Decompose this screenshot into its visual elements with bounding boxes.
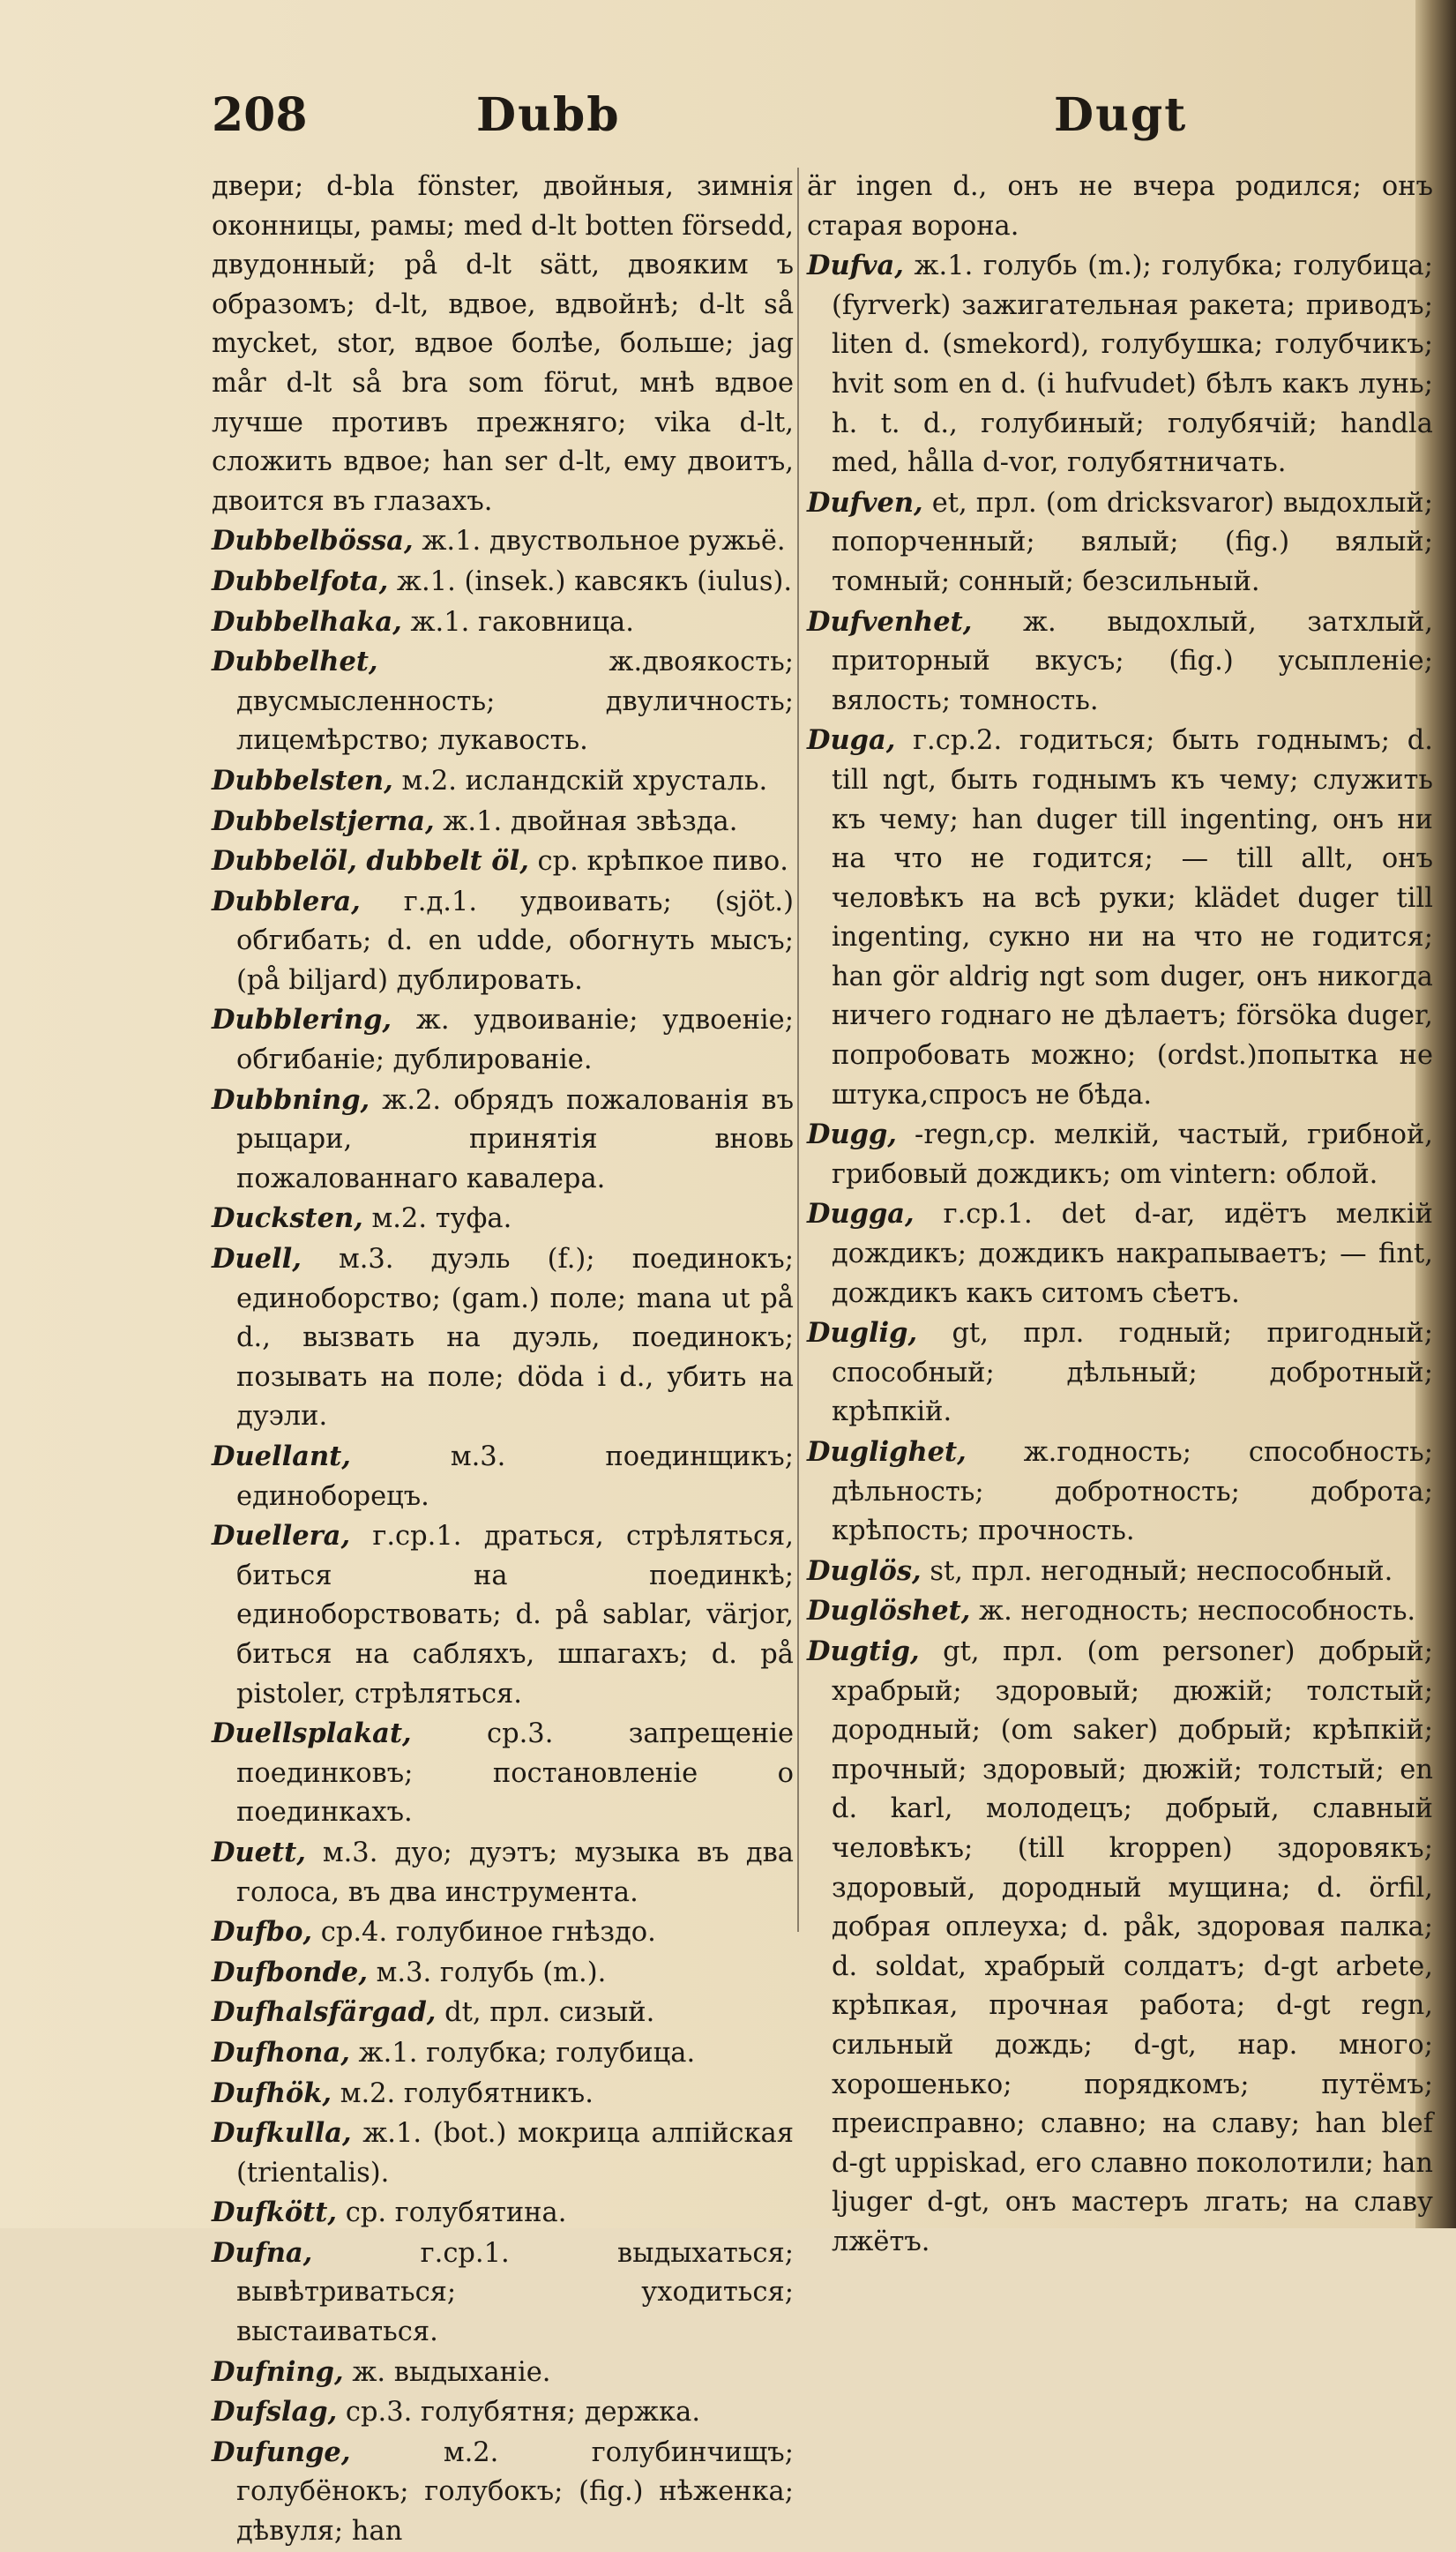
dictionary-entry [212,168,794,521]
dictionary-entry [212,521,794,562]
dictionary-entry [212,2033,794,2074]
entry-headword: Duellsplakat, [212,1718,412,1750]
right-column [807,168,1433,2262]
entry-definition: г.ср.2. годиться; быть годнымъ; d. till ngt, быть годнымъ къ чему; служить къ чему; han duger till ingenting, онъ ни на что не годится; — till allt, онъ человѣкъ на всѣ руки; klädet duger till ingenting, сукно ни на что не годится; han gör aldrig ngt som duger, онъ никогда ничего годнаго не дѣлаетъ; försöka duger, попробовать можно; (ordst.)попытка не штука,спросъ не бѣда. [832,725,1433,1111]
entry-definition: м.3. голубь (m.). [376,1957,607,1988]
entry-headword: Dubblering, [212,1004,392,1037]
entry-headword: Dugga, [807,1198,915,1231]
entry-headword: Dufhalsfärgad, [212,1996,437,2029]
entry-headword: Dufslag, [212,2396,338,2429]
dictionary-entry [212,1516,794,1714]
dictionary-entry [807,1433,1433,1552]
entry-definition: м.3. поединщикъ; единоборецъ. [236,1441,794,1512]
entry-headword: Dubbelsten, [212,764,393,797]
entry-definition: ж.1. гаковница. [410,606,634,638]
entry-definition: ср. крѣпкое пиво. [537,846,788,878]
entry-headword: Dufkulla, [212,2117,352,2150]
entry-headword: Duglighet, [807,1436,967,1468]
dictionary-entry [212,1912,794,1953]
dictionary-entry [212,2114,794,2193]
dictionary-entry [212,562,794,602]
entry-definition: ж.2. обрядъ пожалованія въ рыцари, принятія вновь пожалованнаго кавалера. [236,1084,794,1194]
dictionary-entry [212,2353,794,2393]
dictionary-entry [212,1081,794,1200]
dictionary-entry [807,483,1433,602]
entry-headword: Dubblera, [212,885,361,917]
entry-definition: gt, прл. годный; пригодный; способный; дѣльный; добротный; крѣпкій. [832,1318,1433,1428]
entry-definition: ж.1. двуствольное ружьё. [422,526,786,558]
entry-headword: Dubbelfota, [212,565,389,597]
entry-definition: г.д.1. удвоивать; (sjöt.) обгибать; d. en udde, обогнуть мысъ; (på biljard) дублировать. [236,886,795,996]
dictionary-entry [212,761,794,802]
entry-definition: ср.4. голубиное гнѣздо. [320,1917,656,1949]
entry-definition: ж.1. (insek.) кавсякъ (iulus). [396,565,793,597]
entry-definition: ж.годность; способность; дѣльность; добротность; доброта; крѣпость; прочность. [832,1437,1433,1547]
entry-headword: Dugtig, [807,1635,920,1667]
entry-definition: двери; d-bla fönster, двойныя, зимнія оконницы, рамы; med d-lt botten försedd, двудонный; på d-lt sätt, двояким ъ образомъ; d-lt, вдвое, вдвойнѣ; d-lt så mycket, stor, вдвое болѣе, больше; jag mår d-lt så bra som förut, мнѣ вдвое лучше противъ прежняго; vika d-lt, сложить вдвое; han ser d-lt, ему двоитъ, двоится въ глазахъ. [212,171,794,517]
entry-headword: Dufvenhet, [807,605,973,638]
entry-definition: är ingen d., онъ не вчера родился; онъ старая ворона. [807,171,1433,242]
entry-definition: ж.1. голубь (m.); голубка; голубица; (fyrverk) зажигательная ракета; приводъ; liten d. (smekord), голубушка; голубчикъ; hvit som en d. (i hufvudet) бѣлъ какъ лунь; h. t. d., голубиный; голубячій; handla med, hålla d-vor, голубятничать. [832,251,1433,479]
entry-headword: Dufhök, [212,2077,332,2109]
entry-definition: ж.1. двойная звѣзда. [443,805,738,837]
entry-headword: Dufna, [212,2236,313,2269]
dictionary-entry [212,1000,794,1080]
entry-headword: Dubbelhaka, [212,605,402,638]
dictionary-entry [807,1552,1433,1592]
entry-definition: ж. негодность; неспособность. [979,1596,1416,1628]
dictionary-entry [212,2433,794,2552]
dictionary-entry [212,1714,794,1833]
dictionary-entry [807,246,1433,483]
dictionary-entry [212,1993,794,2033]
entry-definition: dt, прл. сизый. [444,1997,655,2029]
entry-definition: ж.1. голубка; голубица. [358,2037,696,2069]
entry-headword: Dubbelstjerna, [212,805,435,837]
entry-definition: м.3. дуэль (f.); поединокъ; единоборство; (gam.) поле; mana ut på d., вызвать на дуэль, поединокъ; позывать на поле; döda i d., убить на дуэли. [236,1244,794,1433]
entry-definition: ж.двоякость; двусмысленность; двуличность; лицемѣрство; лукавость. [236,647,794,757]
entry-headword: Duell, [212,1243,302,1276]
entry-headword: Dufva, [807,250,904,282]
entry-definition: et, прл. (om dricksvaror) выдохлый; попорченный; вялый; (fig.) вялый; томный; сонный; безсильный. [832,487,1434,597]
entry-definition: -regn,ср. мелкій, частый, грибной, грибовый дождикъ; om vintern: облой. [832,1119,1433,1190]
entry-headword: Dubbning, [212,1083,370,1116]
entry-headword: Dubbelbössa, [212,525,414,558]
entry-definition: gt, прл. (om personer) добрый; храбрый; здоровый; дюжій; толстый; дородный; (om saker) добрый; крѣпкій; прочный; здоровый; дюжій; толстый; en d. karl, молодецъ; добрый, славный человѣкъ; (till kroppen) здоровякъ; здоровый, дородный мущина; d. örfil, добрая оплеуха; d. påk, здоровая палка; d. soldat, храбрый солдатъ; d-gt arbete, крѣпкая, прочная работа; d-gt regn, сильный дождь; d-gt, нар. много; хорошенько; порядкомъ; путёмъ; преисправно; славно; на славу; han blef d-gt uppiskad, его славно поколотили; han ljuger d-gt, онъ мастеръ лгать; на славу лжётъ. [832,1635,1433,2257]
entry-headword: Duett, [212,1836,306,1868]
entry-definition: м.3. дуо; дуэтъ; музыка въ два голоса, въ два инструмента. [236,1837,794,1908]
dictionary-entry [807,602,1433,722]
entry-definition: г.ср.1. выдыхаться; вывѣтриваться; уходиться; выстаиваться. [236,2237,794,2348]
entry-headword: Duglöshet, [807,1595,971,1628]
right-running-headword: Dugt [1054,88,1188,142]
entry-headword: Duga, [807,724,896,757]
dictionary-entry [807,1632,1433,2263]
entry-headword: Ducksten, [212,1202,363,1235]
entry-headword: Duellant, [212,1441,351,1472]
entry-definition: ср. голубятина. [345,2197,567,2229]
dictionary-entry [807,1313,1433,1433]
dictionary-entry [807,1115,1433,1194]
entry-definition: г.ср.1. драться, стрѣляться, биться на поединкѣ; единоборствовать; d. på sablar, värjor, биться на сабляхъ, шпагахъ; d. på pistoler, стрѣляться. [236,1521,794,1710]
entry-definition: st, прл. негодный; неспособный. [930,1555,1393,1587]
entry-definition: ж. удвоиваніе; удвоеніе; обгибаніе; дублированіе. [236,1005,794,1076]
entry-definition: ср.3. запрещеніе поединковъ; постановленіе о поединкахъ. [236,1718,794,1829]
dictionary-entry [212,602,794,643]
entry-headword: Dufunge, [212,2436,351,2468]
dictionary-entry [807,1591,1433,1632]
entry-headword: Duglös, [807,1554,922,1587]
entry-headword: Dubbelöl, dubbelt öl, [212,845,529,878]
column-divider [797,168,799,1932]
entry-definition: г.ср.1. det d-ar, идётъ мелкій дождикъ; дождикъ накрапываетъ; — fint, дождикъ какъ ситомъ сѣетъ. [832,1199,1433,1309]
dictionary-entry [212,2392,794,2433]
entry-definition: м.2. туфа. [371,1203,512,1235]
dictionary-entry [807,721,1433,1115]
dictionary-entry [212,882,794,1001]
dictionary-entry [212,2074,794,2114]
entry-definition: ж. выдохлый, затхлый, приторный вкусъ; (fig.) усыпленіе; вялость; томность. [832,606,1433,716]
dictionary-entry [212,802,794,842]
entry-headword: Dufven, [807,486,923,519]
entry-definition: ж. выдыханіе. [352,2356,551,2388]
page-header [212,88,1371,150]
entry-definition: м.2. исландскій хрусталь. [401,765,768,797]
dictionary-entry [807,168,1433,246]
entry-headword: Dugg, [807,1119,897,1151]
dictionary-entry [212,1239,794,1437]
entry-headword: Dubbelhet, [212,646,378,678]
entry-headword: Dufkött, [212,2197,338,2229]
dictionary-entry [212,842,794,882]
page-number: 208 [212,88,308,142]
entry-definition: м.2. голубинчищъ; голубёнокъ; голубокъ; (fig.) нѣженка; дѣвуля; han [236,2436,794,2548]
entry-definition: ж.1. (bot.) мокрица алпійская (trientalis). [236,2118,794,2189]
dictionary-entry [807,1194,1433,1313]
entry-definition: ср.3. голубятня; держка. [345,2397,701,2429]
dictionary-entry [212,1833,794,1912]
entry-headword: Dufbonde, [212,1956,368,1988]
entry-headword: Duellera, [212,1520,351,1553]
dictionary-entry [212,2193,794,2234]
left-running-headword: Dubb [476,88,621,142]
entry-headword: Duglig, [807,1317,918,1350]
entry-headword: Dufning, [212,2355,344,2388]
dictionary-entry [212,2234,794,2353]
dictionary-entry [212,1953,794,1994]
dictionary-entry [212,1437,794,1516]
left-column [212,168,794,2552]
entry-headword: Dufbo, [212,1916,313,1949]
entry-definition: м.2. голубятникъ. [340,2077,594,2109]
dictionary-entry [212,642,794,761]
dictionary-entry [212,1199,794,1239]
entry-headword: Dufhona, [212,2036,350,2069]
